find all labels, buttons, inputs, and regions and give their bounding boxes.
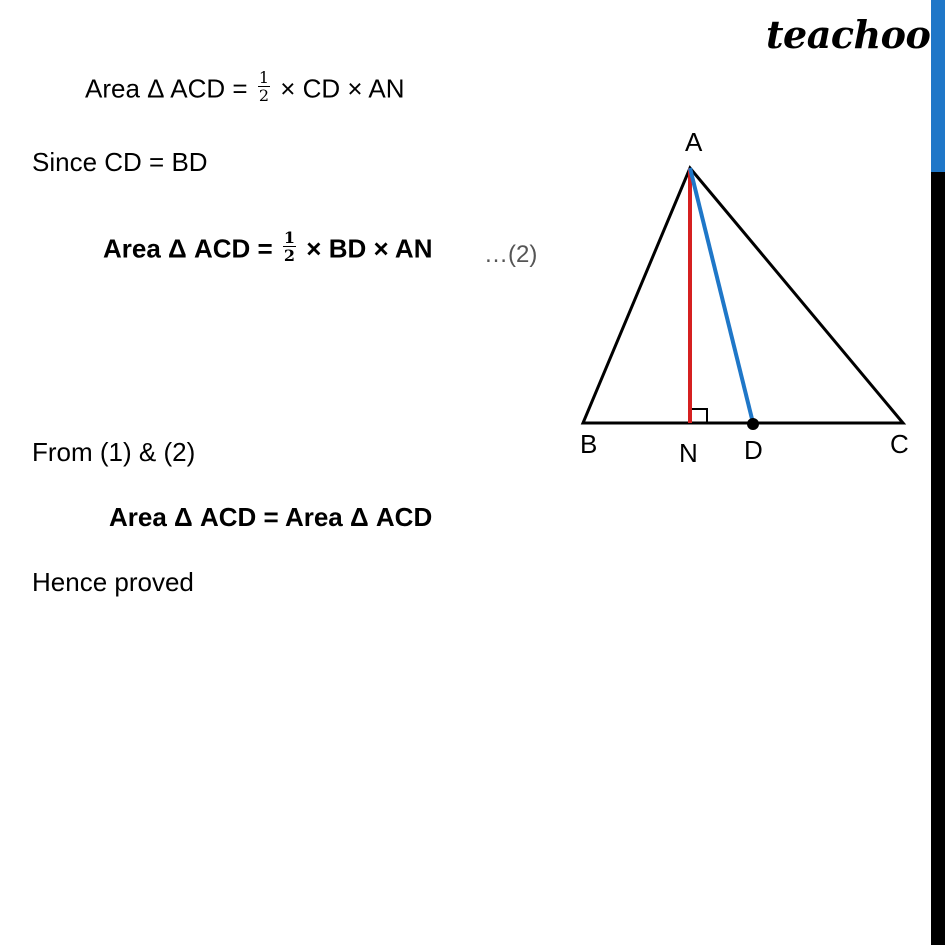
fraction-numerator: 1 xyxy=(283,228,296,247)
fraction-numerator: 1 xyxy=(258,68,270,87)
point-d-dot xyxy=(747,418,759,430)
proof-line-since: Since CD = BD xyxy=(32,147,208,177)
fraction-denominator: 2 xyxy=(283,246,296,265)
scrollbar-thumb[interactable] xyxy=(931,0,945,172)
line1-prefix: Area Δ ACD = xyxy=(85,73,255,104)
line3-prefix: Area Δ ACD = xyxy=(103,233,280,264)
proof-line-conclusion: Area Δ ACD = Area Δ ACD xyxy=(109,502,433,532)
label-c: C xyxy=(890,429,909,459)
line3-suffix: × BD × AN xyxy=(299,233,433,264)
teachoo-logo: teachoo xyxy=(766,12,931,57)
fraction-denominator: 2 xyxy=(258,86,270,105)
label-n: N xyxy=(679,438,698,468)
label-d: D xyxy=(744,435,763,465)
equation-reference: …(2) xyxy=(484,241,538,268)
line1-suffix: × CD × AN xyxy=(273,73,405,104)
proof-line-hence: Hence proved xyxy=(32,567,194,597)
proof-line-from: From (1) & (2) xyxy=(32,437,196,467)
label-a: A xyxy=(685,127,703,157)
right-angle-mark xyxy=(692,409,707,423)
label-b: B xyxy=(580,429,598,459)
